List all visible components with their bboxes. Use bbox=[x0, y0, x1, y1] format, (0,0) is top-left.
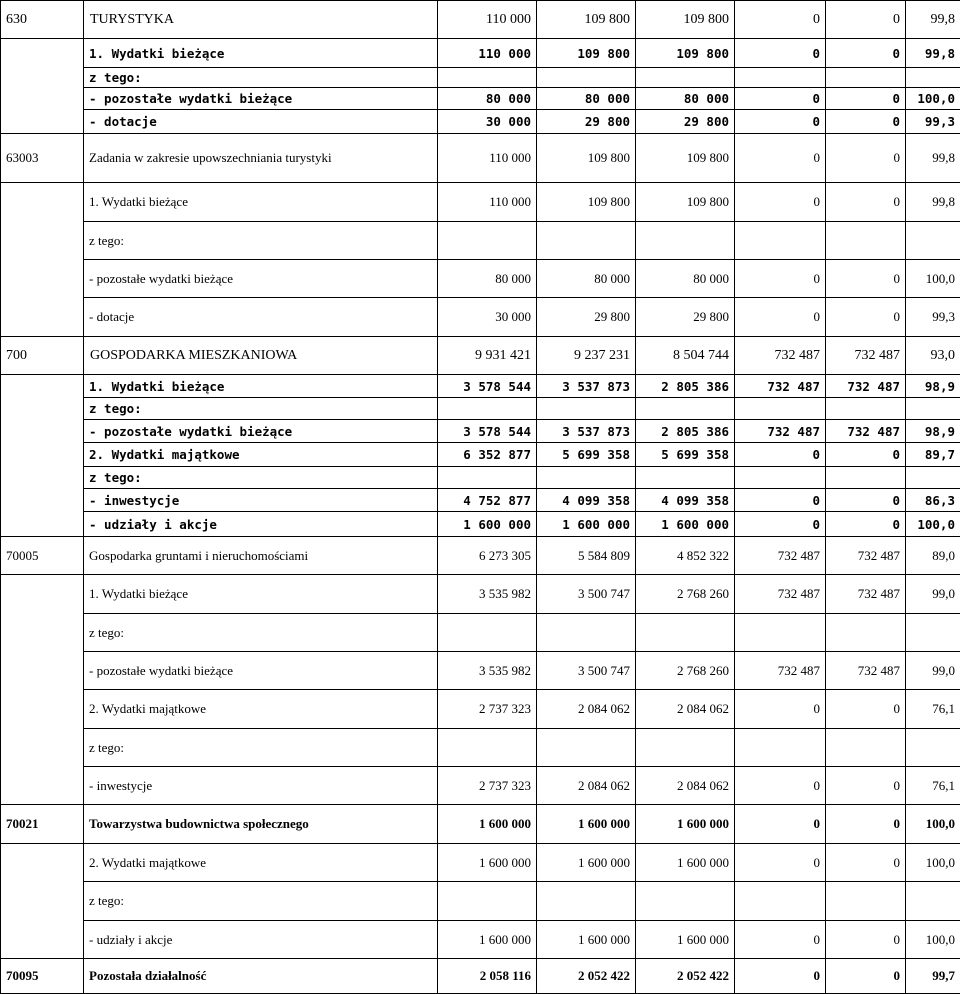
table-row bbox=[1, 805, 960, 844]
value-cell: 0 bbox=[735, 805, 826, 844]
value-cell: 0 bbox=[735, 260, 826, 298]
name-cell: 2. Wydatki majątkowe bbox=[84, 844, 438, 882]
value-cell: 0 bbox=[826, 959, 906, 994]
name-cell: - inwestycje bbox=[84, 767, 438, 805]
name-cell: - pozostałe wydatki bieżące bbox=[84, 420, 438, 443]
value-cell bbox=[438, 68, 537, 88]
value-cell: 0 bbox=[826, 1, 906, 39]
code-cell bbox=[1, 844, 84, 882]
value-cell: 4 752 877 bbox=[438, 489, 537, 512]
value-cell: 732 487 bbox=[735, 575, 826, 614]
value-cell: 86,3 bbox=[906, 489, 960, 512]
table-row bbox=[1, 652, 960, 690]
value-cell: 76,1 bbox=[906, 690, 960, 729]
value-cell: 5 584 809 bbox=[537, 537, 636, 575]
name-cell: - inwestycje bbox=[84, 489, 438, 512]
value-cell bbox=[735, 398, 826, 420]
code-cell bbox=[1, 222, 84, 260]
value-cell: 30 000 bbox=[438, 110, 537, 134]
code-cell bbox=[1, 298, 84, 337]
value-cell bbox=[826, 222, 906, 260]
value-cell: 0 bbox=[826, 489, 906, 512]
name-cell: Gospodarka gruntami i nieruchomościami bbox=[84, 537, 438, 575]
value-cell: 2 805 386 bbox=[636, 375, 735, 398]
value-cell: 99,8 bbox=[906, 1, 960, 39]
value-cell: 9 931 421 bbox=[438, 337, 537, 375]
code-cell: 630 bbox=[1, 1, 84, 39]
code-cell bbox=[1, 921, 84, 959]
value-cell: 100,0 bbox=[906, 844, 960, 882]
value-cell: 4 099 358 bbox=[636, 489, 735, 512]
code-cell bbox=[1, 183, 84, 222]
table-row bbox=[1, 729, 960, 767]
name-cell: - pozostałe wydatki bieżące bbox=[84, 652, 438, 690]
value-cell: 0 bbox=[735, 183, 826, 222]
table-row bbox=[1, 398, 960, 420]
table-row bbox=[1, 489, 960, 512]
name-cell: z tego: bbox=[84, 222, 438, 260]
value-cell: 80 000 bbox=[537, 88, 636, 110]
name-cell: - dotacje bbox=[84, 298, 438, 337]
value-cell bbox=[438, 467, 537, 489]
value-cell: 732 487 bbox=[735, 337, 826, 375]
value-cell bbox=[826, 467, 906, 489]
code-cell bbox=[1, 68, 84, 88]
value-cell bbox=[537, 614, 636, 652]
value-cell: 1 600 000 bbox=[636, 921, 735, 959]
value-cell bbox=[438, 398, 537, 420]
value-cell: 0 bbox=[735, 39, 826, 68]
value-cell: 1 600 000 bbox=[537, 512, 636, 537]
value-cell: 109 800 bbox=[636, 1, 735, 39]
value-cell bbox=[906, 882, 960, 921]
value-cell: 0 bbox=[826, 512, 906, 537]
value-cell: 29 800 bbox=[537, 110, 636, 134]
value-cell: 80 000 bbox=[636, 260, 735, 298]
value-cell: 2 084 062 bbox=[636, 767, 735, 805]
value-cell bbox=[906, 614, 960, 652]
value-cell: 0 bbox=[826, 690, 906, 729]
value-cell: 2 737 323 bbox=[438, 690, 537, 729]
value-cell: 732 487 bbox=[826, 420, 906, 443]
table-row bbox=[1, 614, 960, 652]
code-cell bbox=[1, 39, 84, 68]
value-cell bbox=[826, 729, 906, 767]
value-cell: 1 600 000 bbox=[438, 805, 537, 844]
table-row bbox=[1, 260, 960, 298]
name-cell: z tego: bbox=[84, 729, 438, 767]
value-cell: 80 000 bbox=[438, 260, 537, 298]
table-row bbox=[1, 690, 960, 729]
value-cell bbox=[537, 729, 636, 767]
value-cell: 732 487 bbox=[826, 337, 906, 375]
value-cell: 0 bbox=[826, 134, 906, 183]
table-row bbox=[1, 959, 960, 994]
value-cell: 732 487 bbox=[735, 420, 826, 443]
code-cell: 70095 bbox=[1, 959, 84, 994]
value-cell: 0 bbox=[735, 88, 826, 110]
code-cell bbox=[1, 882, 84, 921]
value-cell: 80 000 bbox=[537, 260, 636, 298]
value-cell bbox=[438, 882, 537, 921]
value-cell: 3 578 544 bbox=[438, 420, 537, 443]
value-cell: 6 273 305 bbox=[438, 537, 537, 575]
value-cell: 5 699 358 bbox=[636, 443, 735, 467]
code-cell bbox=[1, 110, 84, 134]
name-cell: z tego: bbox=[84, 614, 438, 652]
value-cell: 2 768 260 bbox=[636, 652, 735, 690]
value-cell: 30 000 bbox=[438, 298, 537, 337]
value-cell: 0 bbox=[826, 805, 906, 844]
name-cell: 2. Wydatki majątkowe bbox=[84, 443, 438, 467]
value-cell: 110 000 bbox=[438, 134, 537, 183]
value-cell: 99,8 bbox=[906, 183, 960, 222]
value-cell: 0 bbox=[735, 443, 826, 467]
value-cell: 109 800 bbox=[636, 183, 735, 222]
code-cell bbox=[1, 690, 84, 729]
value-cell bbox=[735, 614, 826, 652]
value-cell: 29 800 bbox=[537, 298, 636, 337]
value-cell: 8 504 744 bbox=[636, 337, 735, 375]
name-cell: z tego: bbox=[84, 467, 438, 489]
value-cell: 2 737 323 bbox=[438, 767, 537, 805]
table-row bbox=[1, 337, 960, 375]
value-cell bbox=[906, 222, 960, 260]
value-cell: 89,0 bbox=[906, 537, 960, 575]
value-cell bbox=[826, 882, 906, 921]
name-cell: 1. Wydatki bieżące bbox=[84, 39, 438, 68]
value-cell: 1 600 000 bbox=[438, 844, 537, 882]
table-row bbox=[1, 467, 960, 489]
value-cell bbox=[636, 729, 735, 767]
value-cell: 732 487 bbox=[735, 537, 826, 575]
value-cell bbox=[826, 398, 906, 420]
code-cell bbox=[1, 420, 84, 443]
code-cell bbox=[1, 467, 84, 489]
value-cell: 0 bbox=[826, 183, 906, 222]
name-cell: GOSPODARKA MIESZKANIOWA bbox=[84, 337, 438, 375]
value-cell: 4 852 322 bbox=[636, 537, 735, 575]
value-cell: 109 800 bbox=[537, 183, 636, 222]
value-cell: 6 352 877 bbox=[438, 443, 537, 467]
table-row bbox=[1, 575, 960, 614]
value-cell: 99,3 bbox=[906, 110, 960, 134]
value-cell: 0 bbox=[826, 88, 906, 110]
code-cell bbox=[1, 767, 84, 805]
code-cell bbox=[1, 489, 84, 512]
name-cell: - udziały i akcje bbox=[84, 921, 438, 959]
table-row bbox=[1, 183, 960, 222]
value-cell bbox=[826, 68, 906, 88]
value-cell: 0 bbox=[735, 767, 826, 805]
table-body bbox=[1, 1, 960, 994]
code-cell bbox=[1, 652, 84, 690]
code-cell bbox=[1, 512, 84, 537]
table-row bbox=[1, 844, 960, 882]
value-cell: 1 600 000 bbox=[537, 844, 636, 882]
name-cell: - pozostałe wydatki bieżące bbox=[84, 260, 438, 298]
value-cell bbox=[906, 398, 960, 420]
value-cell: 89,7 bbox=[906, 443, 960, 467]
value-cell: 99,8 bbox=[906, 39, 960, 68]
value-cell: 5 699 358 bbox=[537, 443, 636, 467]
value-cell bbox=[735, 467, 826, 489]
code-cell bbox=[1, 614, 84, 652]
code-cell bbox=[1, 398, 84, 420]
value-cell: 0 bbox=[735, 844, 826, 882]
value-cell bbox=[636, 222, 735, 260]
value-cell bbox=[636, 467, 735, 489]
code-cell bbox=[1, 729, 84, 767]
value-cell: 2 805 386 bbox=[636, 420, 735, 443]
value-cell: 109 800 bbox=[537, 39, 636, 68]
value-cell: 0 bbox=[735, 1, 826, 39]
value-cell bbox=[906, 729, 960, 767]
value-cell: 100,0 bbox=[906, 921, 960, 959]
value-cell: 0 bbox=[826, 767, 906, 805]
value-cell: 109 800 bbox=[537, 134, 636, 183]
value-cell: 0 bbox=[735, 110, 826, 134]
value-cell: 2 052 422 bbox=[636, 959, 735, 994]
name-cell: Pozostała działalność bbox=[84, 959, 438, 994]
value-cell: 99,7 bbox=[906, 959, 960, 994]
value-cell: 109 800 bbox=[636, 39, 735, 68]
value-cell: 110 000 bbox=[438, 39, 537, 68]
value-cell bbox=[636, 68, 735, 88]
value-cell: 98,9 bbox=[906, 420, 960, 443]
value-cell: 0 bbox=[826, 39, 906, 68]
value-cell: 0 bbox=[735, 921, 826, 959]
value-cell: 0 bbox=[826, 844, 906, 882]
table-row bbox=[1, 88, 960, 110]
value-cell bbox=[636, 882, 735, 921]
value-cell bbox=[438, 729, 537, 767]
value-cell: 99,0 bbox=[906, 575, 960, 614]
code-cell bbox=[1, 88, 84, 110]
value-cell bbox=[636, 614, 735, 652]
table-row bbox=[1, 222, 960, 260]
value-cell bbox=[735, 729, 826, 767]
code-cell: 70021 bbox=[1, 805, 84, 844]
name-cell: Towarzystwa budownictwa społecznego bbox=[84, 805, 438, 844]
value-cell: 2 084 062 bbox=[537, 690, 636, 729]
value-cell: 0 bbox=[826, 921, 906, 959]
code-cell: 700 bbox=[1, 337, 84, 375]
code-cell: 70005 bbox=[1, 537, 84, 575]
value-cell bbox=[735, 222, 826, 260]
value-cell: 732 487 bbox=[826, 652, 906, 690]
value-cell: 1 600 000 bbox=[537, 805, 636, 844]
value-cell: 732 487 bbox=[735, 652, 826, 690]
value-cell: 110 000 bbox=[438, 1, 537, 39]
name-cell: - udziały i akcje bbox=[84, 512, 438, 537]
value-cell: 109 800 bbox=[537, 1, 636, 39]
value-cell bbox=[537, 398, 636, 420]
name-cell: TURYSTYKA bbox=[84, 1, 438, 39]
table-row bbox=[1, 512, 960, 537]
value-cell bbox=[906, 68, 960, 88]
value-cell: 1 600 000 bbox=[438, 512, 537, 537]
name-cell: 1. Wydatki bieżące bbox=[84, 575, 438, 614]
value-cell: 3 537 873 bbox=[537, 420, 636, 443]
value-cell: 0 bbox=[735, 489, 826, 512]
table-row bbox=[1, 375, 960, 398]
value-cell: 100,0 bbox=[906, 512, 960, 537]
name-cell: 1. Wydatki bieżące bbox=[84, 183, 438, 222]
code-cell bbox=[1, 575, 84, 614]
value-cell: 2 052 422 bbox=[537, 959, 636, 994]
value-cell: 3 537 873 bbox=[537, 375, 636, 398]
value-cell: 1 600 000 bbox=[636, 805, 735, 844]
value-cell bbox=[636, 398, 735, 420]
value-cell: 1 600 000 bbox=[438, 921, 537, 959]
table-row bbox=[1, 537, 960, 575]
value-cell bbox=[537, 222, 636, 260]
value-cell bbox=[735, 68, 826, 88]
value-cell: 2 058 116 bbox=[438, 959, 537, 994]
value-cell: 2 768 260 bbox=[636, 575, 735, 614]
table-row bbox=[1, 882, 960, 921]
value-cell: 2 084 062 bbox=[537, 767, 636, 805]
value-cell: 0 bbox=[735, 690, 826, 729]
value-cell bbox=[438, 222, 537, 260]
table-row bbox=[1, 39, 960, 68]
value-cell: 732 487 bbox=[826, 375, 906, 398]
value-cell bbox=[537, 882, 636, 921]
value-cell: 0 bbox=[826, 260, 906, 298]
value-cell: 99,8 bbox=[906, 134, 960, 183]
value-cell: 98,9 bbox=[906, 375, 960, 398]
name-cell: - dotacje bbox=[84, 110, 438, 134]
name-cell: 2. Wydatki majątkowe bbox=[84, 690, 438, 729]
value-cell: 9 237 231 bbox=[537, 337, 636, 375]
value-cell: 1 600 000 bbox=[636, 512, 735, 537]
table-row bbox=[1, 68, 960, 88]
value-cell: 4 099 358 bbox=[537, 489, 636, 512]
value-cell: 93,0 bbox=[906, 337, 960, 375]
value-cell: 3 535 982 bbox=[438, 652, 537, 690]
table-row bbox=[1, 767, 960, 805]
value-cell: 0 bbox=[735, 512, 826, 537]
value-cell: 3 500 747 bbox=[537, 652, 636, 690]
value-cell: 76,1 bbox=[906, 767, 960, 805]
value-cell bbox=[826, 614, 906, 652]
value-cell: 732 487 bbox=[826, 537, 906, 575]
table-row bbox=[1, 443, 960, 467]
table-row bbox=[1, 134, 960, 183]
value-cell: 109 800 bbox=[636, 134, 735, 183]
code-cell: 63003 bbox=[1, 134, 84, 183]
name-cell: z tego: bbox=[84, 68, 438, 88]
value-cell: 0 bbox=[826, 298, 906, 337]
value-cell: 732 487 bbox=[826, 575, 906, 614]
value-cell: 3 500 747 bbox=[537, 575, 636, 614]
code-cell bbox=[1, 443, 84, 467]
value-cell: 80 000 bbox=[438, 88, 537, 110]
code-cell bbox=[1, 375, 84, 398]
value-cell: 29 800 bbox=[636, 298, 735, 337]
value-cell: 0 bbox=[735, 298, 826, 337]
value-cell: 0 bbox=[826, 110, 906, 134]
value-cell bbox=[735, 882, 826, 921]
value-cell bbox=[537, 68, 636, 88]
value-cell: 1 600 000 bbox=[636, 844, 735, 882]
value-cell: 100,0 bbox=[906, 88, 960, 110]
name-cell: Zadania w zakresie upowszechniania turystyki bbox=[84, 134, 438, 183]
name-cell: 1. Wydatki bieżące bbox=[84, 375, 438, 398]
value-cell: 3 535 982 bbox=[438, 575, 537, 614]
value-cell: 100,0 bbox=[906, 260, 960, 298]
name-cell: z tego: bbox=[84, 398, 438, 420]
table-row bbox=[1, 921, 960, 959]
value-cell: 99,0 bbox=[906, 652, 960, 690]
table-row bbox=[1, 1, 960, 39]
value-cell: 732 487 bbox=[735, 375, 826, 398]
value-cell bbox=[537, 467, 636, 489]
value-cell: 99,3 bbox=[906, 298, 960, 337]
name-cell: - pozostałe wydatki bieżące bbox=[84, 88, 438, 110]
value-cell: 0 bbox=[735, 959, 826, 994]
value-cell: 110 000 bbox=[438, 183, 537, 222]
value-cell: 2 084 062 bbox=[636, 690, 735, 729]
table-row bbox=[1, 110, 960, 134]
value-cell: 100,0 bbox=[906, 805, 960, 844]
value-cell: 3 578 544 bbox=[438, 375, 537, 398]
value-cell: 29 800 bbox=[636, 110, 735, 134]
value-cell: 80 000 bbox=[636, 88, 735, 110]
code-cell bbox=[1, 260, 84, 298]
value-cell: 1 600 000 bbox=[537, 921, 636, 959]
value-cell: 0 bbox=[735, 134, 826, 183]
table-row bbox=[1, 420, 960, 443]
value-cell bbox=[906, 467, 960, 489]
value-cell bbox=[438, 614, 537, 652]
value-cell: 0 bbox=[826, 443, 906, 467]
table-row bbox=[1, 298, 960, 337]
name-cell: z tego: bbox=[84, 882, 438, 921]
